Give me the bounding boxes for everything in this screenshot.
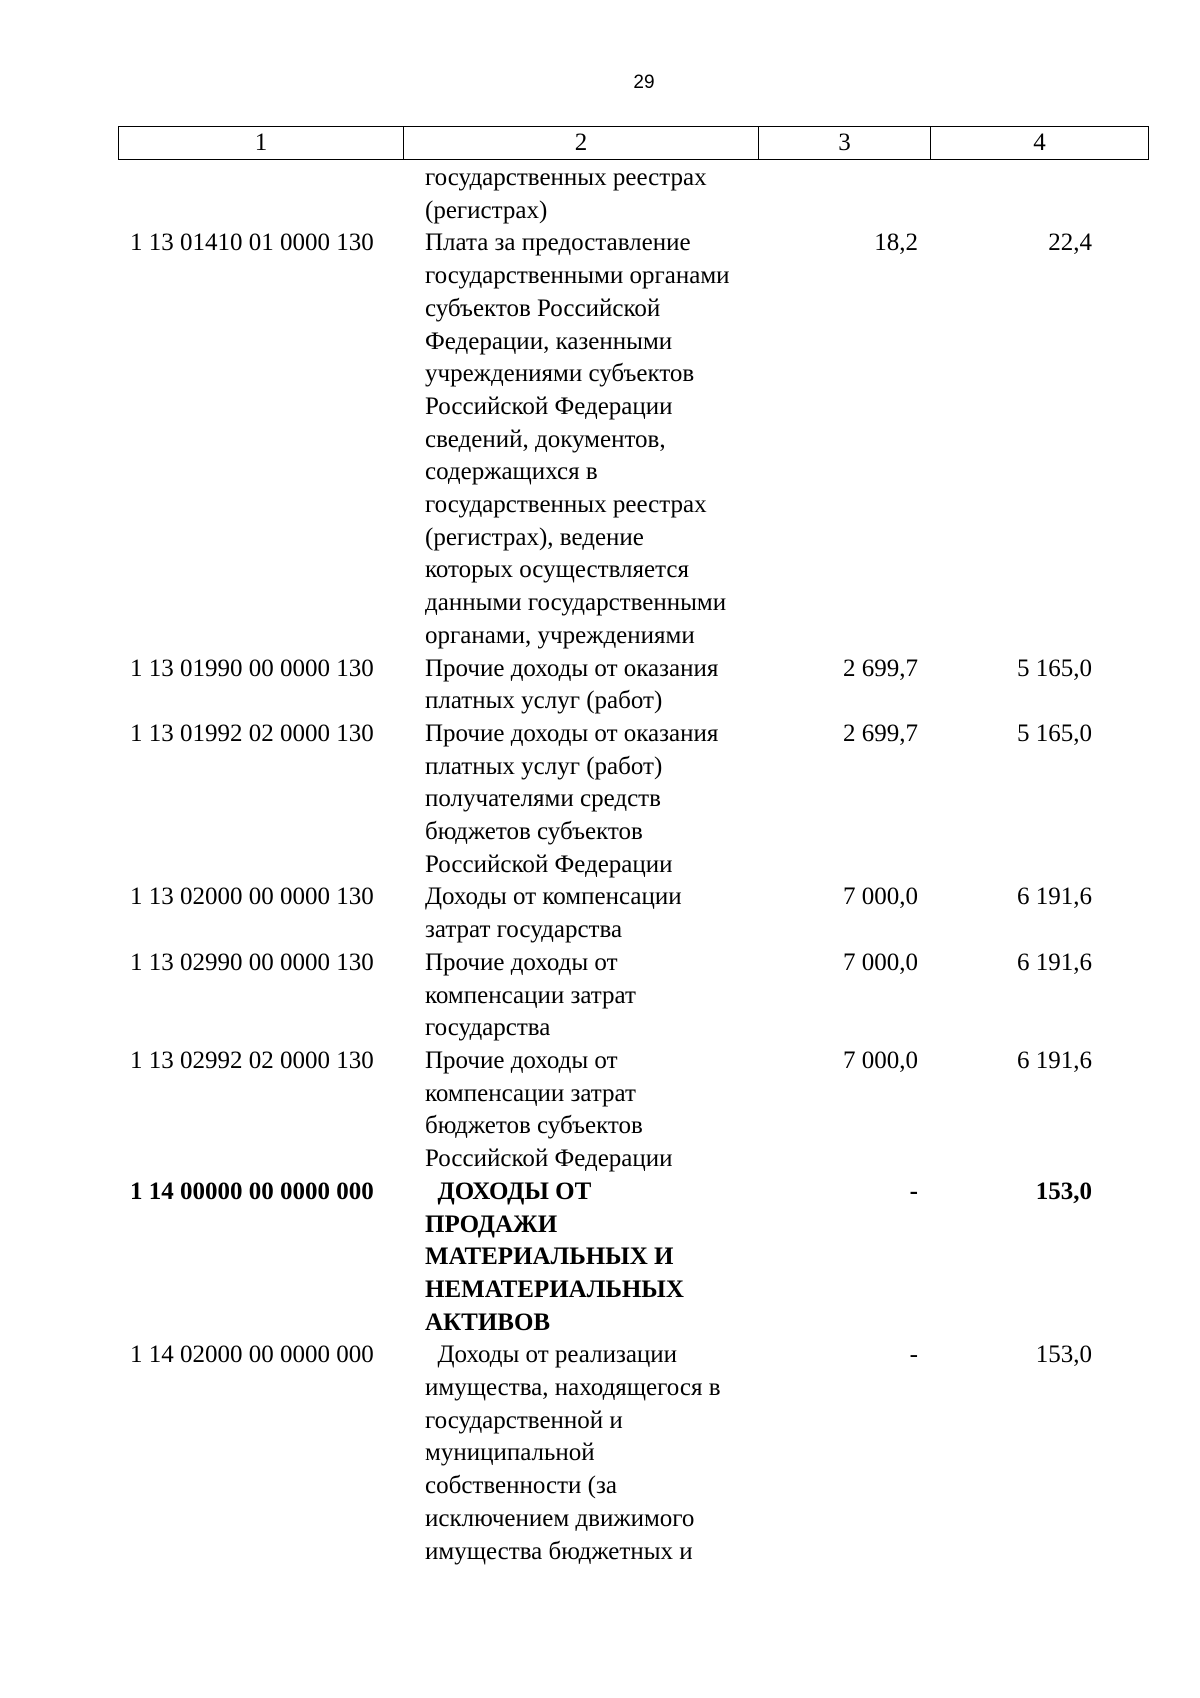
table-row (118, 881, 1148, 946)
income-description (403, 1176, 758, 1340)
amount-col-3: 7 000,0 (843, 883, 918, 911)
description-line: Плата за предоставление (425, 229, 691, 257)
description-line: Федерации, казенными (425, 327, 673, 355)
amount-col-3: 7 000,0 (843, 1046, 918, 1074)
description-line: имущества бюджетных и (425, 1537, 693, 1565)
amount-col-3: 18,2 (874, 229, 918, 257)
income-description (403, 1045, 758, 1176)
amount-col-3: 2 699,7 (843, 654, 918, 682)
description-line: Доходы от компенсации (425, 883, 682, 911)
amount-col-4: 6 191,6 (1017, 883, 1092, 911)
amount-col-3: 2 699,7 (843, 719, 918, 747)
description-line: АКТИВОВ (425, 1308, 551, 1336)
description-line: Российской Федерации (425, 392, 673, 420)
amount-col-3: - (909, 1177, 918, 1205)
table-header (118, 126, 1149, 160)
description-line: платных услуг (работ) (425, 687, 663, 715)
income-description (403, 718, 758, 882)
description-line: Прочие доходы от (425, 1046, 618, 1074)
table-body (118, 162, 1148, 1568)
description-line: содержащихся в (425, 458, 598, 486)
table-row (118, 947, 1148, 1045)
table-row (118, 1045, 1148, 1176)
amount-col-4: 5 165,0 (1017, 654, 1092, 682)
description-line: государственных реестрах (425, 164, 707, 191)
income-description (403, 881, 758, 946)
description-line: исключением движимого (425, 1504, 695, 1532)
description-line: государственными органами (425, 262, 730, 290)
description-line: собственности (за (425, 1472, 617, 1500)
budget-code: 1 14 02000 00 0000 000 (130, 1341, 374, 1369)
income-description (403, 1339, 758, 1568)
description-line: МАТЕРИАЛЬНЫХ И (425, 1243, 674, 1271)
description-line: муниципальной (425, 1439, 595, 1467)
header-col-2: 2 (404, 127, 759, 160)
description-line: Российской Федерации (425, 850, 673, 878)
header-col-1: 1 (119, 127, 404, 160)
amount-col-4: 5 165,0 (1017, 719, 1092, 747)
amount-col-4: 6 191,6 (1017, 948, 1092, 976)
table-row (118, 227, 1148, 652)
income-description (403, 162, 758, 227)
description-line: компенсации затрат (425, 981, 636, 1009)
budget-code: 1 13 02000 00 0000 130 (130, 883, 374, 911)
description-line: (регистрах) (425, 196, 548, 224)
description-line: государственных реестрах (425, 491, 707, 519)
table-row (118, 718, 1148, 882)
description-line: ПРОДАЖИ (425, 1210, 558, 1238)
page-number: 29 (633, 72, 655, 93)
budget-code: 1 14 00000 00 0000 000 (130, 1177, 374, 1205)
description-line: ДОХОДЫ ОТ (425, 1177, 592, 1205)
description-line: Прочие доходы от (425, 948, 618, 976)
description-line: (регистрах), ведение (425, 523, 644, 551)
table-row (118, 1176, 1148, 1340)
description-line: бюджетов субъектов (425, 1112, 643, 1140)
description-line: НЕМАТЕРИАЛЬНЫХ (425, 1275, 684, 1303)
amount-col-4: 153,0 (1035, 1341, 1092, 1369)
budget-code: 1 13 02990 00 0000 130 (130, 948, 374, 976)
description-line: затрат государства (425, 916, 623, 944)
table-row (118, 653, 1148, 718)
income-description (403, 947, 758, 1045)
description-line: сведений, документов, (425, 425, 666, 453)
description-line: компенсации затрат (425, 1079, 636, 1107)
amount-col-4: 6 191,6 (1017, 1046, 1092, 1074)
description-line: получателями средств (425, 785, 661, 813)
budget-code: 1 13 01990 00 0000 130 (130, 654, 374, 682)
income-description (403, 653, 758, 718)
description-line: Прочие доходы от оказания (425, 719, 719, 747)
header-col-3: 3 (759, 127, 931, 160)
description-line: имущества, находящегося в (425, 1374, 721, 1402)
description-line: субъектов Российской (425, 294, 661, 322)
table-row (118, 1339, 1148, 1568)
description-line: Прочие доходы от оказания (425, 654, 719, 682)
budget-code: 1 13 01410 01 0000 130 (130, 229, 374, 257)
description-line: Доходы от реализации (425, 1341, 678, 1369)
description-line: платных услуг (работ) (425, 752, 663, 780)
description-line: данными государственными (425, 589, 727, 617)
budget-code: 1 13 01992 02 0000 130 (130, 719, 374, 747)
header-col-4: 4 (931, 127, 1149, 160)
description-line: учреждениями субъектов (425, 360, 695, 388)
description-line: бюджетов субъектов (425, 818, 643, 846)
budget-code: 1 13 02992 02 0000 130 (130, 1046, 374, 1074)
description-line: Российской Федерации (425, 1145, 673, 1173)
table-row (118, 162, 1148, 227)
amount-col-3: 7 000,0 (843, 948, 918, 976)
description-line: которых осуществляется (425, 556, 689, 584)
description-line: государства (425, 1014, 551, 1042)
amount-col-3: - (909, 1341, 918, 1369)
description-line: органами, учреждениями (425, 621, 695, 649)
amount-col-4: 22,4 (1048, 229, 1092, 257)
amount-col-4: 153,0 (1035, 1177, 1092, 1205)
income-description (403, 227, 758, 652)
description-line: государственной и (425, 1406, 623, 1434)
